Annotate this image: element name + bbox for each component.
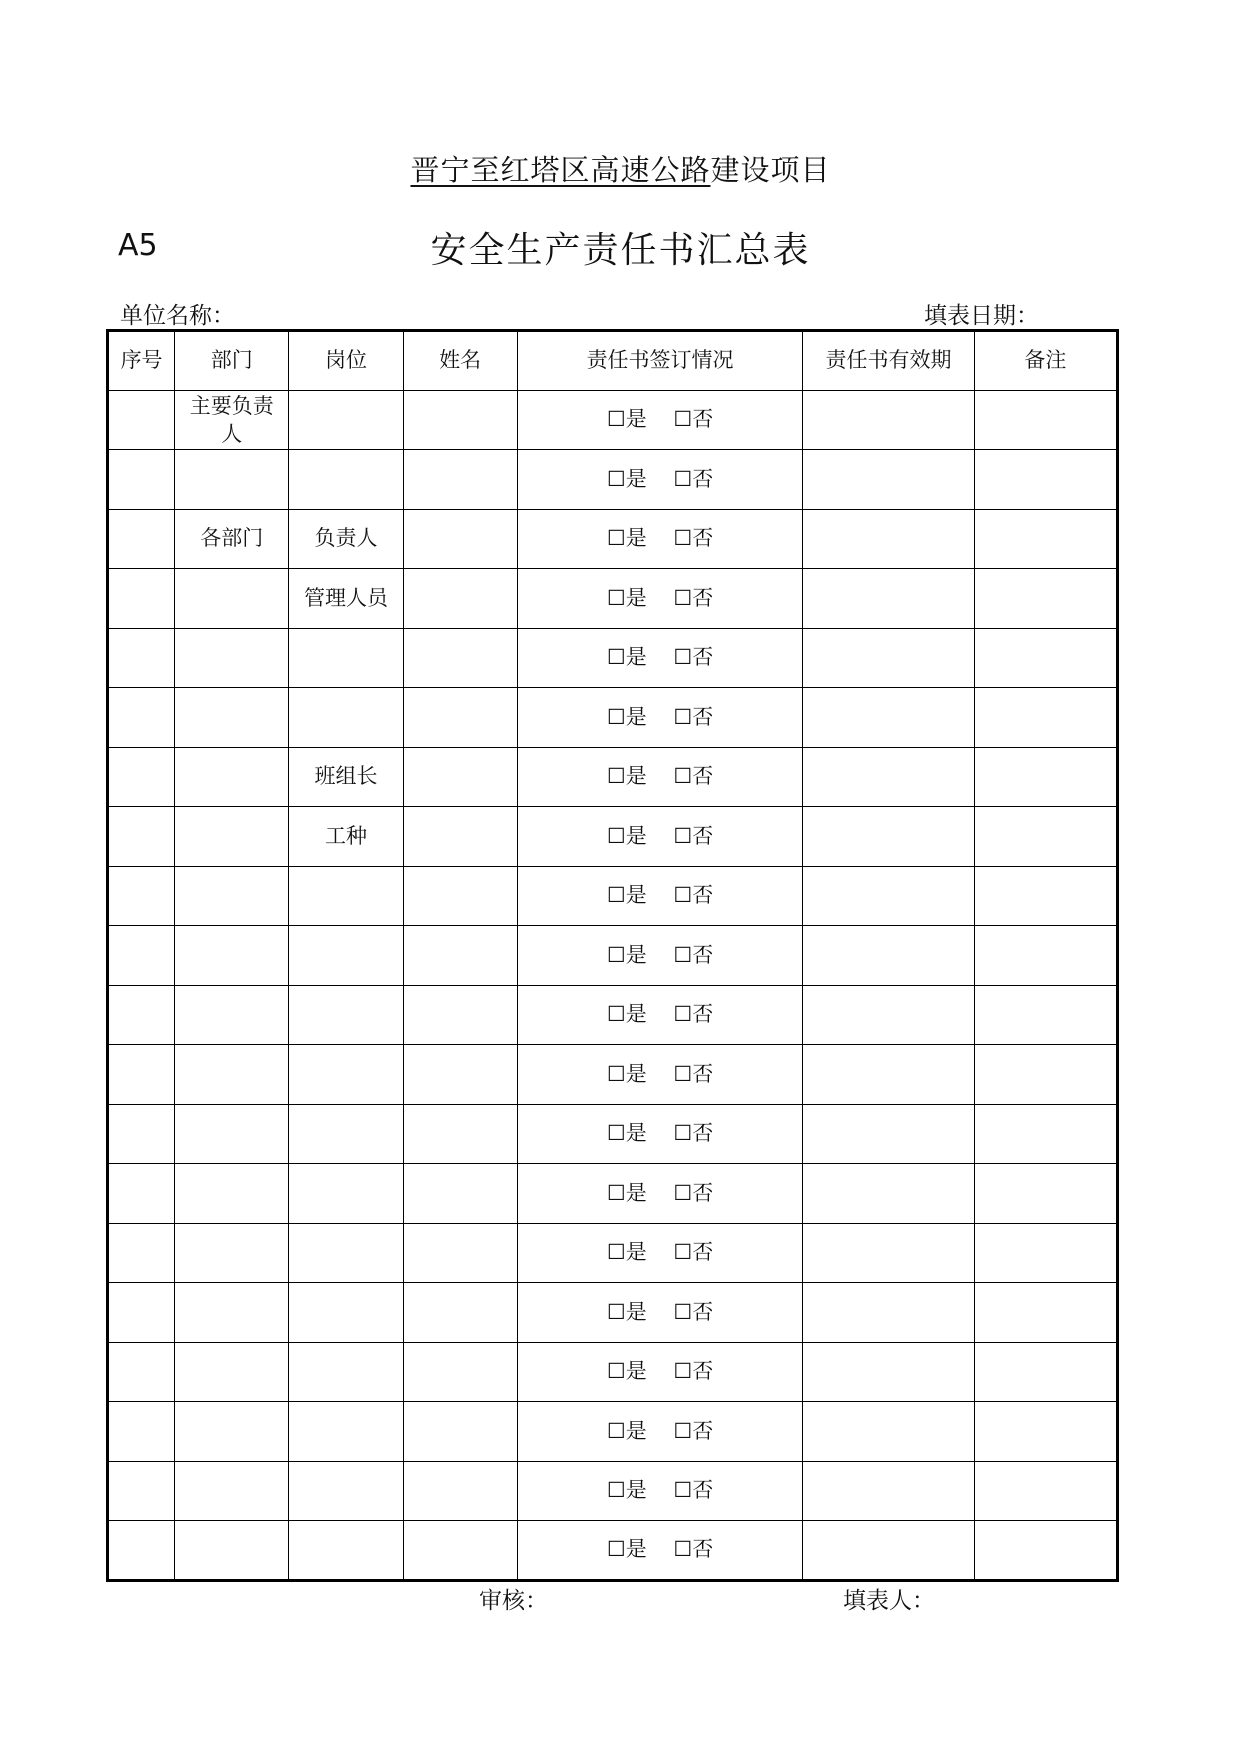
post-cell[interactable] [289,1283,403,1343]
post-cell[interactable] [289,1342,403,1402]
yes-checkbox[interactable]: ☐是 [606,1121,647,1146]
serial-cell[interactable] [108,926,175,986]
no-checkbox[interactable]: ☐否 [673,1240,714,1265]
page-title: 安全生产责任书汇总表 [430,230,811,271]
remarks-cell[interactable] [974,1521,1117,1581]
remarks-cell[interactable] [974,1283,1117,1343]
table-row [108,1402,1118,1462]
post-cell[interactable] [289,1045,403,1105]
table-header-row [108,331,1118,391]
col-header-remarks: 备注 [974,331,1117,391]
name-cell[interactable] [403,628,517,688]
project-name-underlined: 晋宁至红塔区高速公路 [410,153,711,187]
signing-status-cell [517,509,803,569]
post-cell[interactable] [289,688,403,748]
validity-cell[interactable] [803,628,974,688]
no-checkbox[interactable]: ☐否 [673,1002,714,1027]
serial-cell[interactable] [108,985,175,1045]
name-cell[interactable] [403,1104,517,1164]
table-row [108,926,1118,986]
signing-status-cell [517,450,803,510]
project-name [0,148,1241,189]
department-cell[interactable] [175,866,289,926]
serial-cell[interactable] [108,1223,175,1283]
validity-cell[interactable] [803,509,974,569]
remarks-cell[interactable] [974,1164,1117,1224]
col-header-name: 姓名 [403,331,517,391]
remarks-cell[interactable] [974,1045,1117,1105]
validity-cell[interactable] [803,1104,974,1164]
yes-checkbox[interactable]: ☐是 [606,1180,647,1205]
table-row [108,450,1118,510]
table-row [108,1164,1118,1224]
yes-checkbox[interactable]: ☐是 [606,704,647,729]
name-cell[interactable] [403,1283,517,1343]
name-cell[interactable] [403,450,517,510]
yes-checkbox[interactable]: ☐是 [606,942,647,967]
remarks-cell[interactable] [974,1402,1117,1462]
serial-cell[interactable] [108,1045,175,1105]
department-cell[interactable]: 各部门 [175,509,289,569]
table-row [108,807,1118,867]
serial-cell[interactable] [108,1342,175,1402]
yes-checkbox[interactable]: ☐是 [606,1478,647,1503]
post-cell[interactable]: 工种 [289,807,403,867]
post-cell[interactable] [289,985,403,1045]
post-cell[interactable] [289,926,403,986]
post-cell[interactable] [289,450,403,510]
name-cell[interactable] [403,569,517,629]
name-cell[interactable] [403,807,517,867]
department-cell[interactable] [175,1521,289,1581]
department-cell[interactable] [175,1283,289,1343]
validity-cell[interactable] [803,688,974,748]
validity-cell[interactable] [803,1283,974,1343]
serial-cell[interactable] [108,747,175,807]
validity-cell[interactable] [803,450,974,510]
department-cell[interactable] [175,1164,289,1224]
name-cell[interactable] [403,747,517,807]
post-cell[interactable] [289,866,403,926]
project-name-suffix: 建设项目 [710,153,831,187]
yes-checkbox[interactable]: ☐是 [606,1240,647,1265]
validity-cell[interactable] [803,1402,974,1462]
validity-cell[interactable] [803,926,974,986]
post-cell[interactable]: 班组长 [289,747,403,807]
name-cell[interactable] [403,390,517,450]
remarks-cell[interactable] [974,390,1117,450]
department-cell[interactable] [175,1045,289,1105]
post-cell[interactable] [289,1521,403,1581]
no-checkbox[interactable]: ☐否 [673,1537,714,1562]
no-checkbox[interactable]: ☐否 [673,407,714,432]
signing-status-cell [517,1045,803,1105]
table-row [108,1283,1118,1343]
review-label: 审核： [479,1588,548,1614]
department-cell[interactable] [175,450,289,510]
yes-checkbox[interactable]: ☐是 [606,764,647,789]
serial-cell[interactable] [108,628,175,688]
col-header-validity: 责任书有效期 [803,331,974,391]
serial-cell[interactable] [108,1283,175,1343]
name-cell[interactable] [403,688,517,748]
remarks-cell[interactable] [974,1223,1117,1283]
name-cell[interactable] [403,1164,517,1224]
department-cell[interactable] [175,688,289,748]
signing-status-cell [517,1402,803,1462]
serial-cell[interactable] [108,1402,175,1462]
remarks-cell[interactable] [974,1461,1117,1521]
table-row [108,1521,1118,1581]
signing-status-cell [517,688,803,748]
name-cell[interactable] [403,1461,517,1521]
yes-checkbox[interactable]: ☐是 [606,526,647,551]
col-header-post: 岗位 [289,331,403,391]
col-header-signing-status: 责任书签订情况 [517,331,803,391]
serial-cell[interactable] [108,450,175,510]
table-row [108,628,1118,688]
no-checkbox[interactable]: ☐否 [673,764,714,789]
name-cell[interactable] [403,1402,517,1462]
serial-cell[interactable] [108,1164,175,1224]
department-cell[interactable]: 主要负责人 [175,390,289,450]
no-checkbox[interactable]: ☐否 [673,942,714,967]
name-cell[interactable] [403,985,517,1045]
signing-status-cell [517,1283,803,1343]
no-checkbox[interactable]: ☐否 [673,704,714,729]
department-cell[interactable] [175,747,289,807]
signing-status-cell [517,1223,803,1283]
table-row [108,747,1118,807]
remarks-cell[interactable] [974,747,1117,807]
post-cell[interactable]: 管理人员 [289,569,403,629]
remarks-cell[interactable] [974,450,1117,510]
name-cell[interactable] [403,509,517,569]
name-cell[interactable] [403,926,517,986]
no-checkbox[interactable]: ☐否 [673,1418,714,1443]
signing-status-cell [517,1461,803,1521]
table-row [108,985,1118,1045]
validity-cell[interactable] [803,1521,974,1581]
post-cell[interactable] [289,1104,403,1164]
yes-checkbox[interactable]: ☐是 [606,585,647,610]
serial-cell[interactable] [108,569,175,629]
table-row [108,1045,1118,1105]
validity-cell[interactable] [803,569,974,629]
department-cell[interactable] [175,807,289,867]
department-cell[interactable] [175,985,289,1045]
remarks-cell[interactable] [974,509,1117,569]
no-checkbox[interactable]: ☐否 [673,1478,714,1503]
yes-checkbox[interactable]: ☐是 [606,1418,647,1443]
remarks-cell[interactable] [974,985,1117,1045]
validity-cell[interactable] [803,1342,974,1402]
post-cell[interactable] [289,1223,403,1283]
validity-cell[interactable] [803,1045,974,1105]
table-row [108,1342,1118,1402]
post-cell[interactable] [289,390,403,450]
name-cell[interactable] [403,866,517,926]
signing-status-cell [517,1342,803,1402]
table-row [108,390,1118,450]
serial-cell[interactable] [108,866,175,926]
yes-checkbox[interactable]: ☐是 [606,1359,647,1384]
department-cell[interactable] [175,926,289,986]
table-row [108,866,1118,926]
no-checkbox[interactable]: ☐否 [673,883,714,908]
remarks-cell[interactable] [974,688,1117,748]
remarks-cell[interactable] [974,1342,1117,1402]
validity-cell[interactable] [803,747,974,807]
signing-status-cell [517,807,803,867]
department-cell[interactable] [175,1104,289,1164]
department-cell[interactable] [175,1223,289,1283]
name-cell[interactable] [403,1045,517,1105]
no-checkbox[interactable]: ☐否 [673,1359,714,1384]
validity-cell[interactable] [803,1164,974,1224]
unit-name-label: 单位名称： [120,303,235,329]
remarks-cell[interactable] [974,807,1117,867]
table-row [108,569,1118,629]
serial-cell[interactable] [108,1104,175,1164]
validity-cell[interactable] [803,390,974,450]
yes-checkbox[interactable]: ☐是 [606,1061,647,1086]
signing-status-cell [517,1521,803,1581]
serial-cell[interactable] [108,1521,175,1581]
post-cell[interactable] [289,1164,403,1224]
table-row [108,509,1118,569]
yes-checkbox[interactable]: ☐是 [606,823,647,848]
yes-checkbox[interactable]: ☐是 [606,645,647,670]
no-checkbox[interactable]: ☐否 [673,526,714,551]
filler-label: 填表人： [843,1588,935,1614]
remarks-cell[interactable] [974,866,1117,926]
table-row [108,688,1118,748]
post-cell[interactable]: 负责人 [289,509,403,569]
validity-cell[interactable] [803,807,974,867]
table-row [108,1223,1118,1283]
no-checkbox[interactable]: ☐否 [673,1180,714,1205]
department-cell[interactable] [175,569,289,629]
no-checkbox[interactable]: ☐否 [673,823,714,848]
validity-cell[interactable] [803,1461,974,1521]
validity-cell[interactable] [803,866,974,926]
serial-cell[interactable] [108,509,175,569]
signing-status-cell [517,569,803,629]
remarks-cell[interactable] [974,926,1117,986]
yes-checkbox[interactable]: ☐是 [606,466,647,491]
post-cell[interactable] [289,1461,403,1521]
remarks-cell[interactable] [974,569,1117,629]
post-cell[interactable] [289,628,403,688]
col-header-serial: 序号 [108,331,175,391]
col-header-department: 部门 [175,331,289,391]
yes-checkbox[interactable]: ☐是 [606,1299,647,1324]
table-row [108,1104,1118,1164]
signing-status-cell [517,628,803,688]
name-cell[interactable] [403,1521,517,1581]
department-cell[interactable] [175,1402,289,1462]
validity-cell[interactable] [803,985,974,1045]
no-checkbox[interactable]: ☐否 [673,466,714,491]
post-cell[interactable] [289,1402,403,1462]
responsibility-summary-table [106,329,1119,1582]
fill-date-label: 填表日期： [924,303,1039,329]
serial-cell[interactable] [108,390,175,450]
form-code: A5 [118,228,158,263]
yes-checkbox[interactable]: ☐是 [606,407,647,432]
signing-status-cell [517,866,803,926]
remarks-cell[interactable] [974,628,1117,688]
no-checkbox[interactable]: ☐否 [673,1299,714,1324]
no-checkbox[interactable]: ☐否 [673,1061,714,1086]
name-cell[interactable] [403,1342,517,1402]
signing-status-cell [517,747,803,807]
no-checkbox[interactable]: ☐否 [673,585,714,610]
no-checkbox[interactable]: ☐否 [673,645,714,670]
validity-cell[interactable] [803,1223,974,1283]
signing-status-cell [517,985,803,1045]
serial-cell[interactable] [108,807,175,867]
serial-cell[interactable] [108,688,175,748]
signing-status-cell [517,390,803,450]
signing-status-cell [517,926,803,986]
remarks-cell[interactable] [974,1104,1117,1164]
signing-status-cell [517,1164,803,1224]
department-cell[interactable] [175,1461,289,1521]
no-checkbox[interactable]: ☐否 [673,1121,714,1146]
department-cell[interactable] [175,628,289,688]
signing-status-cell [517,1104,803,1164]
yes-checkbox[interactable]: ☐是 [606,1002,647,1027]
serial-cell[interactable] [108,1461,175,1521]
yes-checkbox[interactable]: ☐是 [606,1537,647,1562]
table-row [108,1461,1118,1521]
name-cell[interactable] [403,1223,517,1283]
yes-checkbox[interactable]: ☐是 [606,883,647,908]
department-cell[interactable] [175,1342,289,1402]
